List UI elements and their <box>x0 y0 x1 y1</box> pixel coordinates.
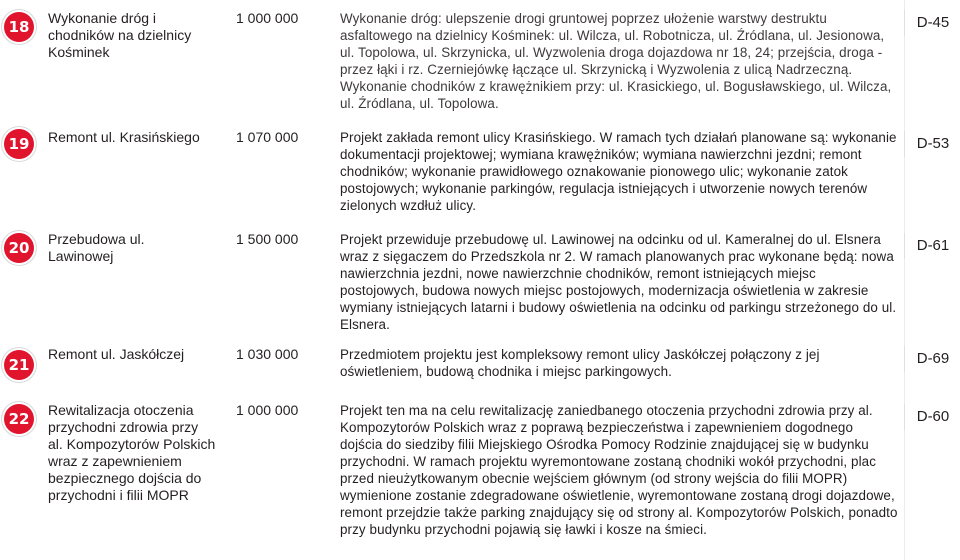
row-number-badge: 20 <box>4 233 34 263</box>
code-column-divider <box>904 0 905 560</box>
project-amount: 1 000 000 <box>236 402 299 418</box>
row-number-badge: 18 <box>4 12 34 42</box>
project-code: D-61 <box>904 233 960 259</box>
project-description: Przedmiotem projektu jest kompleksowy remont ulicy Jaskółczej połączony z jej oświetleniem, budową chodnika i miejsc parkingowych. <box>340 347 820 379</box>
project-title: Wykonanie dróg i chodników na dzielnicy Kośminek <box>48 10 192 60</box>
project-code: D-69 <box>904 346 960 372</box>
row-number-badge: 21 <box>4 350 34 380</box>
project-title: Remont ul. Jaskółczej <box>48 346 185 362</box>
project-title: Przebudowa ul. Lawinowej <box>48 231 145 264</box>
project-code: D-45 <box>904 10 960 36</box>
project-description: Projekt zakłada remont ulicy Krasińskiego. W ramach tych działań planowane są: wykonanie dokumentacji projektowej; wymiana krawężników; wymiana nawierzchni jezdni; remont chodników; wykonanie prawidłowego oznakowanie pionowego ulic; wykonanie zatok postojowych; wykonanie parkingów, regulacja istniejących i utworzenie nowych terenów zielonych wzdłuż ulicy. <box>340 130 897 213</box>
project-amount: 1 070 000 <box>236 129 299 145</box>
project-description: Wykonanie dróg: ulepszenie drogi gruntowej poprzez ułożenie warstwy destruktu asfaltowego na dzielnicy Kośminek: ul. Wilcza, ul. Robotnicza, ul. Źródlana, ul. Jesionowa, ul. Topolowa, ul. Skrzynicka, ul. Wyzwolenia droga dojazdowa nr 18, 24; przejścia, droga - przez łąki i rz. Czerniejówkę łączące ul. Skrzynicką i Wyzwolenia z ulicą Nadrzeczną. Wykonanie chodników z krawężnikiem przy: ul. Krasickiego, ul. Bogusławskiego, ul. Wilcza, ul. Źródlana, ul. Topolowa. <box>340 11 892 111</box>
row-number-badge: 19 <box>4 129 34 159</box>
project-code: D-53 <box>904 131 960 157</box>
project-description: Projekt przewiduje przebudowę ul. Lawinowej na odcinku od ul. Kameralnej do ul. Elsnera wraz z sięgaczem do Przedszkola nr 2. W ramach planowanych prac wykonane będą: nowa nawierzchnia jezdni, nowe nawierzchnie chodników, remont istniejących miejsc postojowych, budowa nowych miejsc postojowych, modernizacja oświetlenia w zakresie wymiany istniejących latarni i budowy oświetlenia na odcinku od parkingu strzeżonego do ul. Elsnera. <box>340 232 897 332</box>
project-description: Projekt ten ma na celu rewitalizację zaniedbanego otoczenia przychodni zdrowia przy al. Kompozytorów Polskich wraz z poprawą bezpieczeństwa i zapewnieniem dogodnego dojścia do siedziby filii Miejskiego Ośrodka Pomocy Rodzinie znajdującej się w budynku przychodni. W ramach projektu wyremontowane zostaną chodniki wokół przychodni, plac przed nieużytkowanym obecnie wejściem głównym (od strony wejścia do filii MOPR) wymienione zostanie zdegradowane oświetlenie, wyremontowane zostaną drogi dojazdowe, remont przejdzie także parking znajdujący się od strony al. Kompozytorów Polskich, ponadto przy budynku przychodni pojawią się ławki i kosze na śmieci. <box>340 403 898 537</box>
project-title: Rewitalizacja otoczenia przychodni zdrowia przy al. Kompozytorów Polskich wraz z zapewnieniem bezpiecznego dojścia do przychodni i filii MOPR <box>48 402 216 503</box>
project-title: Remont ul. Krasińskiego <box>48 129 200 145</box>
project-code: D-60 <box>904 404 960 430</box>
project-amount: 1 030 000 <box>236 346 299 362</box>
project-amount: 1 500 000 <box>236 231 299 247</box>
row-number-badge: 22 <box>4 404 34 434</box>
project-amount: 1 000 000 <box>236 10 299 26</box>
